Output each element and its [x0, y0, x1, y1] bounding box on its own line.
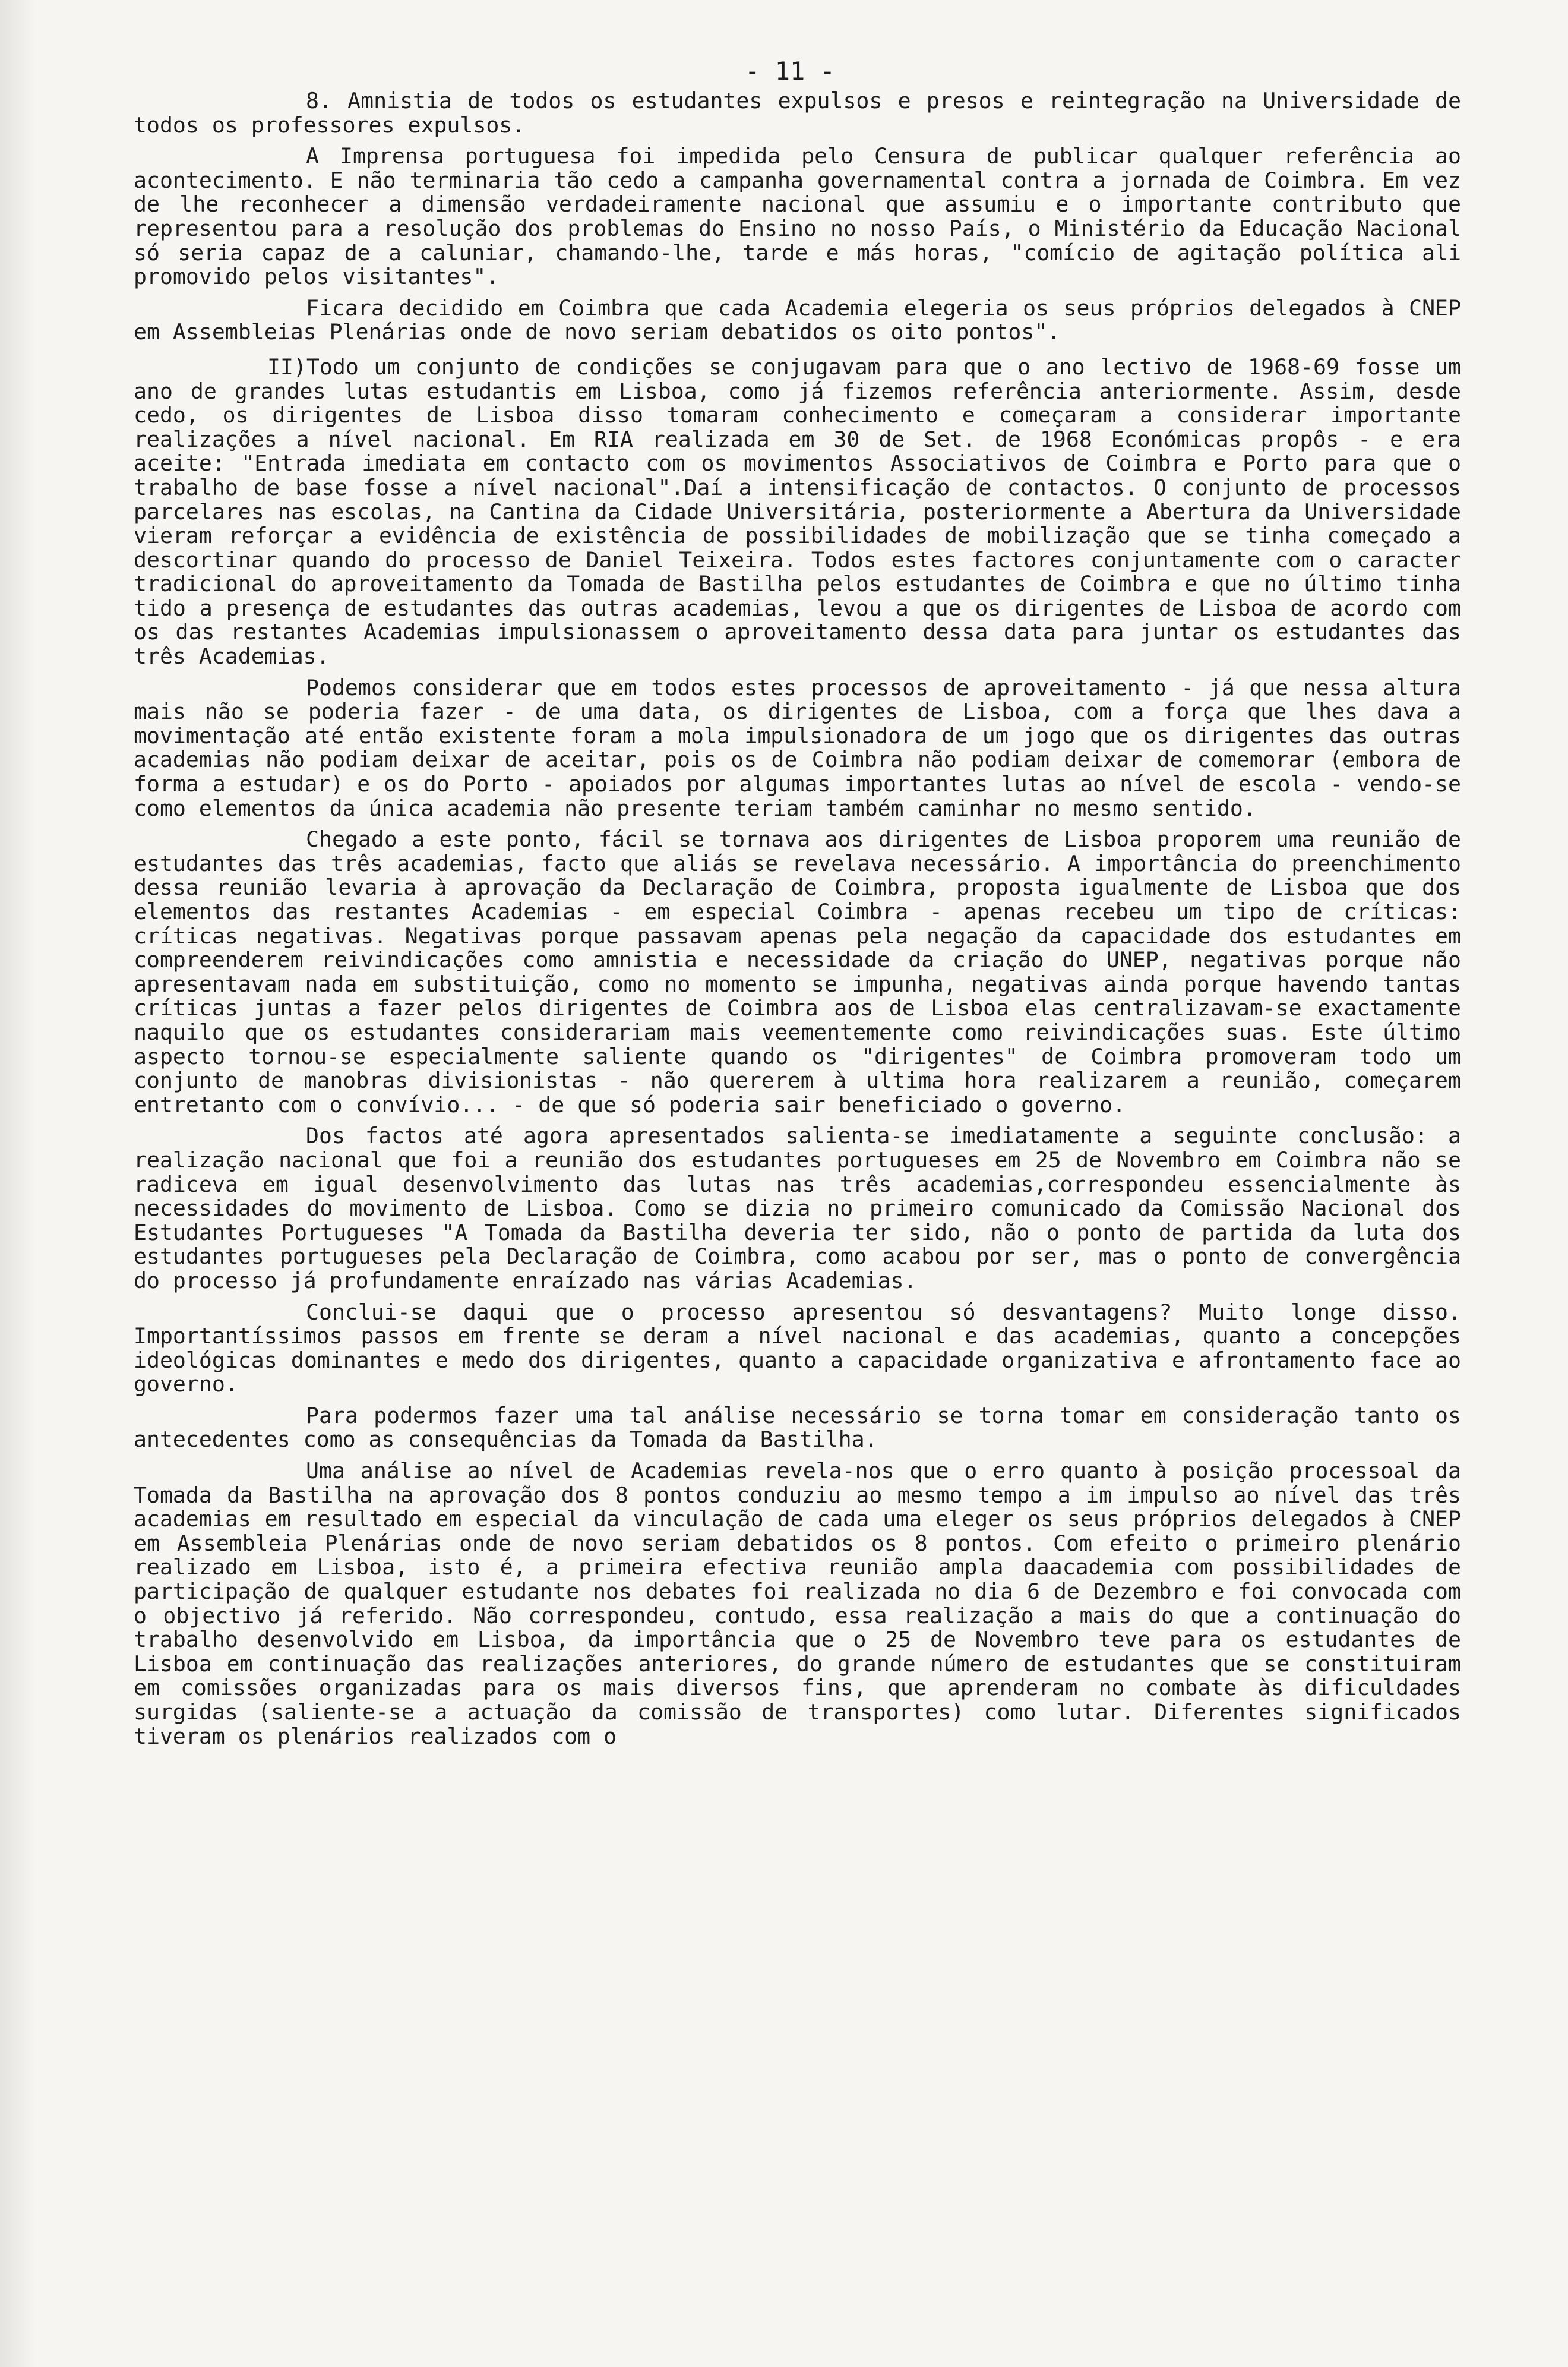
paragraph-amnesty-point: 8. Amnistia de todos os estudantes expulsos e presos e reintegração na Universidade de todos os professores expulsos. [134, 88, 1461, 138]
paragraph-analysis-intro: Para podermos fazer uma tal análise necessário se torna tomar em consideração tanto os antecedentes como as consequências da Tomada da Bastilha. [134, 1402, 1461, 1453]
paragraph-press-censorship: A Imprensa portuguesa foi impedida pelo Censura de publicar qualquer referência ao acontecimento. E não terminaria tão cedo a campanha governamental contra a jornada de Coimbra. Em vez de lhe reconhecer a dimensão verdadeiramente nacional que assumiu e o importante contributo que representou para a resolução dos problemas do Ensino no nosso País, o Ministério da Educação Nacional só seria capaz de a caluniar, chamando-lhe, tarde e más horas, "comício de agitação política ali promovido pelos visitantes". [134, 143, 1461, 290]
paragraph-coimbra-declaration: Chegado a este ponto, fácil se tornava aos dirigentes de Lisboa proporem uma reunião de estudantes das três academias, facto que aliás se revelava necessário. A importância do preenchimento dessa reunião levaria à aprovação da Declaração de Coimbra, proposta igualmente de Lisboa que dos elementos das restantes Academias - em especial Coimbra - apenas recebeu um tipo de críticas: críticas negativas. Negativas porque passavam apenas pela negação da capacidade dos estudantes em compreenderem reivindicações como amnistia e necessidade da criação do UNEP, negativas porque não apresentavam nada em substituição, como no momento se impunha, negativas ainda porque havendo tantas críticas juntas a fazer pelos dirigentes de Coimbra aos de Lisboa elas centralizavam-se exactamente naquilo que os estudantes considerariam mais veementemente como reivindicações suas. Este último aspecto tornou-se especialmente saliente quando os "dirigentes" de Coimbra promoveram todo um conjunto de manobras divisionistas - não quererem à ultima hora realizarem a reunião, começarem entretanto com o convívio... - de que só poderia sair beneficiado o governo. [134, 826, 1461, 1118]
paragraph-advantages: Conclui-se daqui que o processo apresentou só desvantagens? Muito longe disso. Importantíssimos passos em frente se deram a nível nacional e das academias, quanto a concepções ideológicas dominantes e medo dos dirigentes, quanto a capacidade organizativa e afrontamento face ao governo. [134, 1299, 1461, 1397]
scan-edge-shadow [0, 0, 36, 2367]
paragraph-conclusion-national: Dos factos até agora apresentados salienta-se imediatamente a seguinte conclusão: a realização nacional que foi a reunião dos estudantes portugueses em 25 de Novembro em Coimbra não se radiceva em igual desenvolvimento das lutas nas três academias,correspondeu essencialmente às necessidades do movimento de Lisboa. Como se dizia no primeiro comunicado da Comissão Nacional dos Estudantes Portugueses "A Tomada da Bastilha deveria ter sido, não o ponto de partida da luta dos estudantes portugueses pela Declaração de Coimbra, como acabou por ser, mas o ponto de convergência do processo já profundamente enraízado nas várias Academias. [134, 1123, 1461, 1293]
paragraph-section-two: II)Todo um conjunto de condições se conjugavam para que o ano lectivo de 1968-69 fosse um ano de grandes lutas estudantis em Lisboa, como já fizemos referência anteriormente. Assim, desde cedo, os dirigentes de Lisboa disso tomaram conhecimento e começaram a considerar importante realizações a nível nacional. Em RIA realizada em 30 de Set. de 1968 Económicas propôs - e era aceite: "Entrada imediata em contacto com os movimentos Associativos de Coimbra e Porto para que o trabalho de base fosse a nível nacional".Daí a intensificação de contactos. O conjunto de processos parcelares nas escolas, na Cantina da Cidade Universitária, posteriormente a Abertura da Universidade vieram reforçar a evidência de existência de possibilidades de mobilização que se tinha começado a descortinar quando do processo de Daniel Teixeira. Todos estes factores conjuntamente com o caracter tradicional do aproveitamento da Tomada de Bastilha pelos estudantes de Coimbra e que no último tinha tido a presença de estudantes das outras academias, levou a que os dirigentes de Lisboa de acordo com os das restantes Academias impulsionassem o aproveitamento dessa data para juntar os estudantes das três Academias. [134, 354, 1461, 670]
paragraph-academies-analysis: Uma análise ao nível de Academias revela-nos que o erro quanto à posição processoal da Tomada da Bastilha na aprovação dos 8 pontos conduziu ao mesmo tempo a im impulso ao nível das três academias em resultado em especial da vinculação de cada uma eleger os seus próprios delegados à CNEP em Assembleia Plenárias onde de novo seriam debatidos os 8 pontos. Com efeito o primeiro plenário realizado em Lisboa, isto é, a primeira efectiva reunião ampla daacademia com possibilidades de participação de qualquer estudante nos debates foi realizada no dia 6 de Dezembro e foi convocada com o objectivo já referido. Não correspondeu, contudo, essa realização a mais do que a continuação do trabalho desenvolvido em Lisboa, da importância que o 25 de Novembro teve para os estudantes de Lisboa em continuação das realizações anteriores, do grande número de estudantes que se constituiram em comissões organizadas para os mais diversos fins, que aprenderam no combate às dificuldades surgidas (saliente-se a actuação da comissão de transportes) como lutar. Diferentes significados tiveram os plenários realizados com o [134, 1458, 1461, 1749]
page-number: - 11 - [745, 56, 835, 86]
paragraph-lisbon-leaders: Podemos considerar que em todos estes processos de aproveitamento - já que nessa altura mais não se poderia fazer - de uma data, os dirigentes de Lisboa, com a força que lhes dava a movimentação até então existente foram a mola impulsionadora de um jogo que os dirigentes das outras academias não podiam deixar de aceitar, pois os de Coimbra não podiam deixar de comemorar (embora de forma a estudar) e os do Porto - apoiados por algumas importantes lutas ao nível de escola - vendo-se como elementos da única academia não presente teriam também caminhar no mesmo sentido. [134, 674, 1461, 821]
document-body [134, 89, 1461, 1756]
paragraph-delegates-decision: Ficara decidido em Coimbra que cada Academia elegeria os seus próprios delegados à CNEP em Assembleias Plenárias onde de novo seriam debatidos os oito pontos". [134, 295, 1461, 345]
